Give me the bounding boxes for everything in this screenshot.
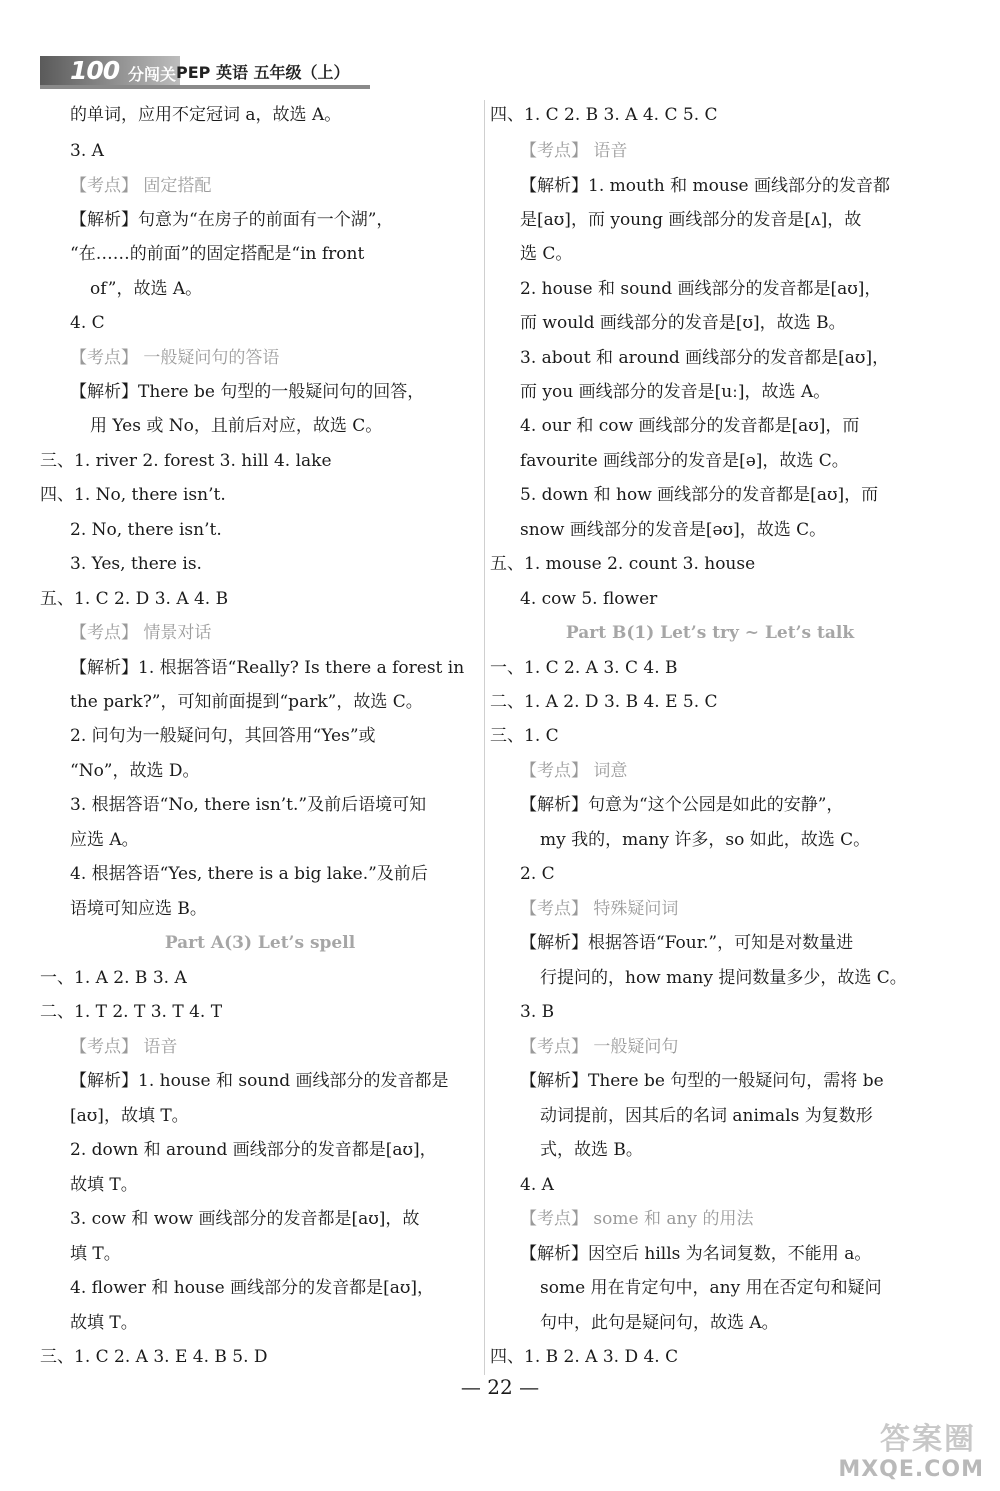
answer-line: 2. C [520, 864, 555, 884]
analysis-line: 【解析】句意为“在房子的前面有一个湖”， [70, 210, 394, 230]
text-line: some 用在肯定句中，any 用在否定句和疑问 [540, 1278, 882, 1298]
header-logo-subtitle: 分闯关 [128, 65, 177, 84]
watermark-site: MXQE.COM [838, 1457, 984, 1482]
text-line: of”，故选 A。 [90, 279, 203, 299]
section-answer-line: 三、1. river 2. forest 3. hill 4. lake [40, 451, 332, 471]
text-line: 故填 T。 [70, 1175, 138, 1195]
section-answer-line: 四、1. C 2. B 3. A 4. C 5. C [490, 105, 718, 125]
text-line: 4. flower 和 house 画线部分的发音都是[aʊ]， [70, 1278, 435, 1298]
answer-line: 4. C [70, 313, 105, 333]
text-line: “No”，故选 D。 [70, 761, 200, 781]
text-line: 3. cow 和 wow 画线部分的发音都是[aʊ]，故 [70, 1209, 420, 1229]
text-line: 用 Yes 或 No，且前后对应，故选 C。 [90, 416, 383, 436]
answer-line: 3. B [520, 1002, 555, 1022]
text-line: 4. 根据答语“Yes, there is a big lake.”及前后 [70, 864, 428, 884]
text-line: 4. our 和 cow 画线部分的发音都是[aʊ]，而 [520, 416, 860, 436]
text-line: 5. down 和 how 画线部分的发音都是[aʊ]，而 [520, 485, 879, 505]
answer-line: 4. A [520, 1175, 554, 1195]
analysis-line: 【解析】1. mouth 和 mouse 画线部分的发音都 [520, 176, 891, 196]
text-line: “在……的前面”的固定搭配是“in front [70, 244, 365, 264]
key-point-line: 【考点】 固定搭配 [70, 176, 212, 196]
key-point-line: 【考点】 语音 [520, 141, 628, 161]
text-line: snow 画线部分的发音是[əʊ]，故选 C。 [520, 520, 827, 540]
section-answer-line: 五、1. C 2. D 3. A 4. B [40, 589, 229, 609]
key-point-line: 【考点】 some 和 any 的用法 [520, 1209, 754, 1229]
text-line: 2. down 和 around 画线部分的发音都是[aʊ]， [70, 1140, 437, 1160]
text-line: 应选 A。 [70, 830, 139, 850]
watermark [822, 1412, 994, 1486]
key-point-line: 【考点】 词意 [520, 761, 628, 781]
text-line: 是[aʊ]，而 young 画线部分的发音是[ʌ]，故 [520, 210, 862, 230]
text-line: my 我的，many 许多，so 如此，故选 C。 [540, 830, 871, 850]
text-line: 选 C。 [520, 244, 573, 264]
text-line: 而 would 画线部分的发音是[ʊ]，故选 B。 [520, 313, 846, 333]
key-point-line: 【考点】 特殊疑问词 [520, 899, 679, 919]
text-line: 而 you 画线部分的发音是[uː]，故选 A。 [520, 382, 831, 402]
text-line: 3. 根据答语“No, there isn’t.”及前后语境可知 [70, 795, 427, 815]
part-heading: Part B(1) Let’s try ~ Let’s talk [565, 623, 855, 643]
answer-line: 2. No, there isn’t. [70, 520, 222, 540]
section-answer-line: 四、1. No, there isn’t. [40, 485, 226, 505]
header-title: PEP 英语 五年级（上） [176, 63, 350, 82]
page-number: — 22 — [460, 1375, 540, 1399]
key-point-line: 【考点】 语音 [70, 1037, 178, 1057]
answer-line: 3. Yes, there is. [70, 554, 202, 574]
key-point-line: 【考点】 一般疑问句 [520, 1037, 679, 1057]
analysis-line: 【解析】因空后 hills 为名词复数，不能用 a。 [520, 1244, 872, 1264]
text-line: 行提问的，how many 提问数量多少，故选 C。 [540, 968, 907, 988]
watermark-logo: 答案圈 [880, 1422, 976, 1457]
answer-line: 3. A [70, 141, 104, 161]
analysis-line: 【解析】There be 句型的一般疑问句，需将 be [520, 1071, 884, 1091]
text-line: 2. house 和 sound 画线部分的发音都是[aʊ]， [520, 279, 882, 299]
section-answer-line: 一、1. C 2. A 3. C 4. B [490, 658, 678, 678]
page-header [40, 56, 370, 90]
section-answer-line: 二、1. T 2. T 3. T 4. T [40, 1002, 223, 1022]
section-answer-line: 五、1. mouse 2. count 3. house [490, 554, 756, 574]
text-line: the park?”，可知前面提到“park”，故选 C。 [70, 692, 423, 712]
text-line: 句中，此句是疑问句，故选 A。 [540, 1313, 779, 1333]
key-point-line: 【考点】 情景对话 [70, 623, 212, 643]
section-answer-line: 四、1. B 2. A 3. D 4. C [490, 1347, 679, 1367]
text-line: 的单词，应用不定冠词 a，故选 A。 [70, 105, 342, 125]
analysis-line: 【解析】根据答语“Four.”，可知是对数量进 [520, 933, 854, 953]
text-line: 动词提前，因其后的名词 animals 为复数形 [540, 1106, 873, 1126]
text-line: 故填 T。 [70, 1313, 138, 1333]
text-line: 3. about 和 around 画线部分的发音都是[aʊ]， [520, 348, 890, 368]
part-heading: Part A(3) Let’s spell [164, 933, 356, 953]
section-answer-line: 一、1. A 2. B 3. A [40, 968, 187, 988]
header-logo: 100 [70, 56, 120, 85]
section-answer-line: 三、1. C [490, 726, 559, 746]
text-line: 填 T。 [70, 1244, 121, 1264]
analysis-line: 【解析】There be 句型的一般疑问句的回答， [70, 382, 425, 402]
text-line: favourite 画线部分的发音是[ə]，故选 C。 [520, 451, 849, 471]
answer-line: 4. cow 5. flower [520, 589, 658, 609]
text-line: 语境可知应选 B。 [70, 899, 207, 919]
analysis-line: 【解析】1. house 和 sound 画线部分的发音都是 [70, 1071, 449, 1091]
analysis-line: 【解析】1. 根据答语“Really? Is there a forest in [70, 658, 465, 678]
text-line: 2. 问句为一般疑问句，其回答用“Yes”或 [70, 726, 376, 746]
key-point-line: 【考点】 一般疑问句的答语 [70, 348, 280, 368]
section-answer-line: 三、1. C 2. A 3. E 4. B 5. D [40, 1347, 268, 1367]
text-line: 式，故选 B。 [540, 1140, 643, 1160]
column-divider [484, 100, 485, 1375]
analysis-line: 【解析】句意为“这个公园是如此的安静”， [520, 795, 844, 815]
section-answer-line: 二、1. A 2. D 3. B 4. E 5. C [490, 692, 718, 712]
text-line: [aʊ]，故填 T。 [70, 1106, 189, 1126]
header-rule [40, 85, 370, 89]
